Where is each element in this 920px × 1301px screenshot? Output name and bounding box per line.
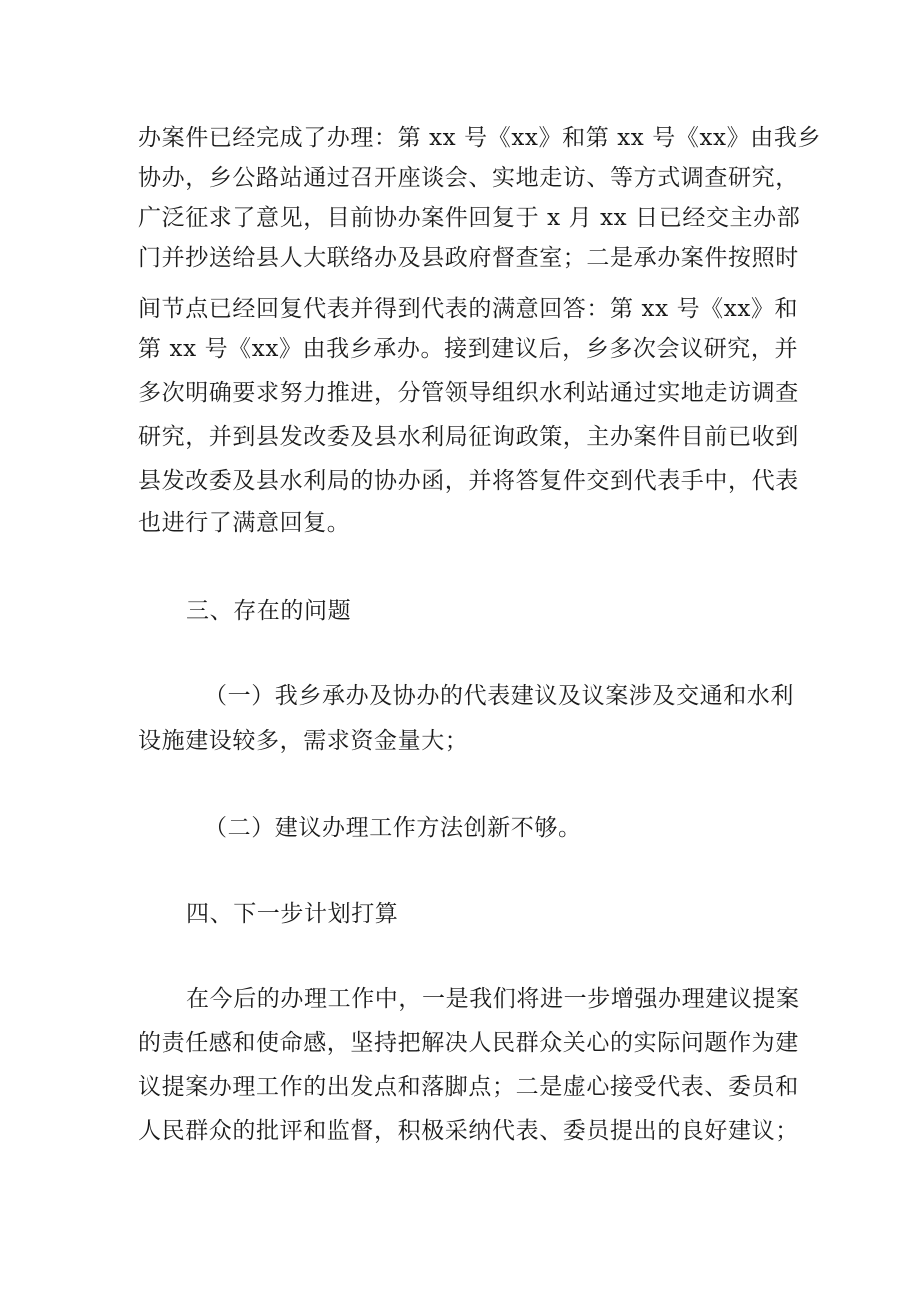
section-heading-plans: 四、下一步计划打算	[186, 901, 399, 927]
paragraph-line: 的责任感和使命感，坚持把解决人民群众关心的实际问题作为建	[138, 1030, 799, 1056]
list-item-line: （一）我乡承办及协办的代表建议及议案涉及交通和水利	[204, 683, 794, 709]
paragraph-line: 县发改委及县水利局的协办函，并将答复件交到代表手中，代表	[138, 468, 799, 494]
paragraph-line: 人民群众的批评和监督，积极采纳代表、委员提出的良好建议；	[138, 1118, 799, 1144]
paragraph-line: 广泛征求了意见，目前协办案件回复于 x 月 xx 日已经交主办部	[138, 205, 801, 231]
paragraph-line: 多次明确要求努力推进，分管领导组织水利站通过实地走访调查	[138, 380, 799, 406]
paragraph-line: 第 xx 号《xx》由我乡承办。接到建议后，乡多次会议研究，并	[138, 336, 799, 362]
paragraph-line: 研究，并到县发改委及县水利局征询政策，主办案件目前已收到	[138, 424, 799, 450]
paragraph-line: 在今后的办理工作中，一是我们将进一步增强办理建议提案	[186, 986, 800, 1012]
paragraph-line: 办案件已经完成了办理：第 xx 号《xx》和第 xx 号《xx》由我乡	[138, 125, 822, 151]
paragraph-line: 间节点已经回复代表并得到代表的满意回答：第 xx 号《xx》和	[138, 296, 799, 322]
section-heading-problems: 三、存在的问题	[186, 598, 352, 624]
list-item: （二）建议办理工作方法创新不够。	[204, 815, 582, 841]
paragraph-line: 也进行了满意回复。	[138, 510, 351, 536]
paragraph-line: 门并抄送给县人大联络办及县政府督查室；二是承办案件按照时	[138, 245, 799, 271]
list-item-line: 设施建设较多，需求资金量大；	[138, 728, 469, 754]
paragraph-line: 议提案办理工作的出发点和落脚点；二是虚心接受代表、委员和	[138, 1074, 799, 1100]
paragraph-line: 协办，乡公路站通过召开座谈会、实地走访、等方式调查研究，	[138, 165, 799, 191]
